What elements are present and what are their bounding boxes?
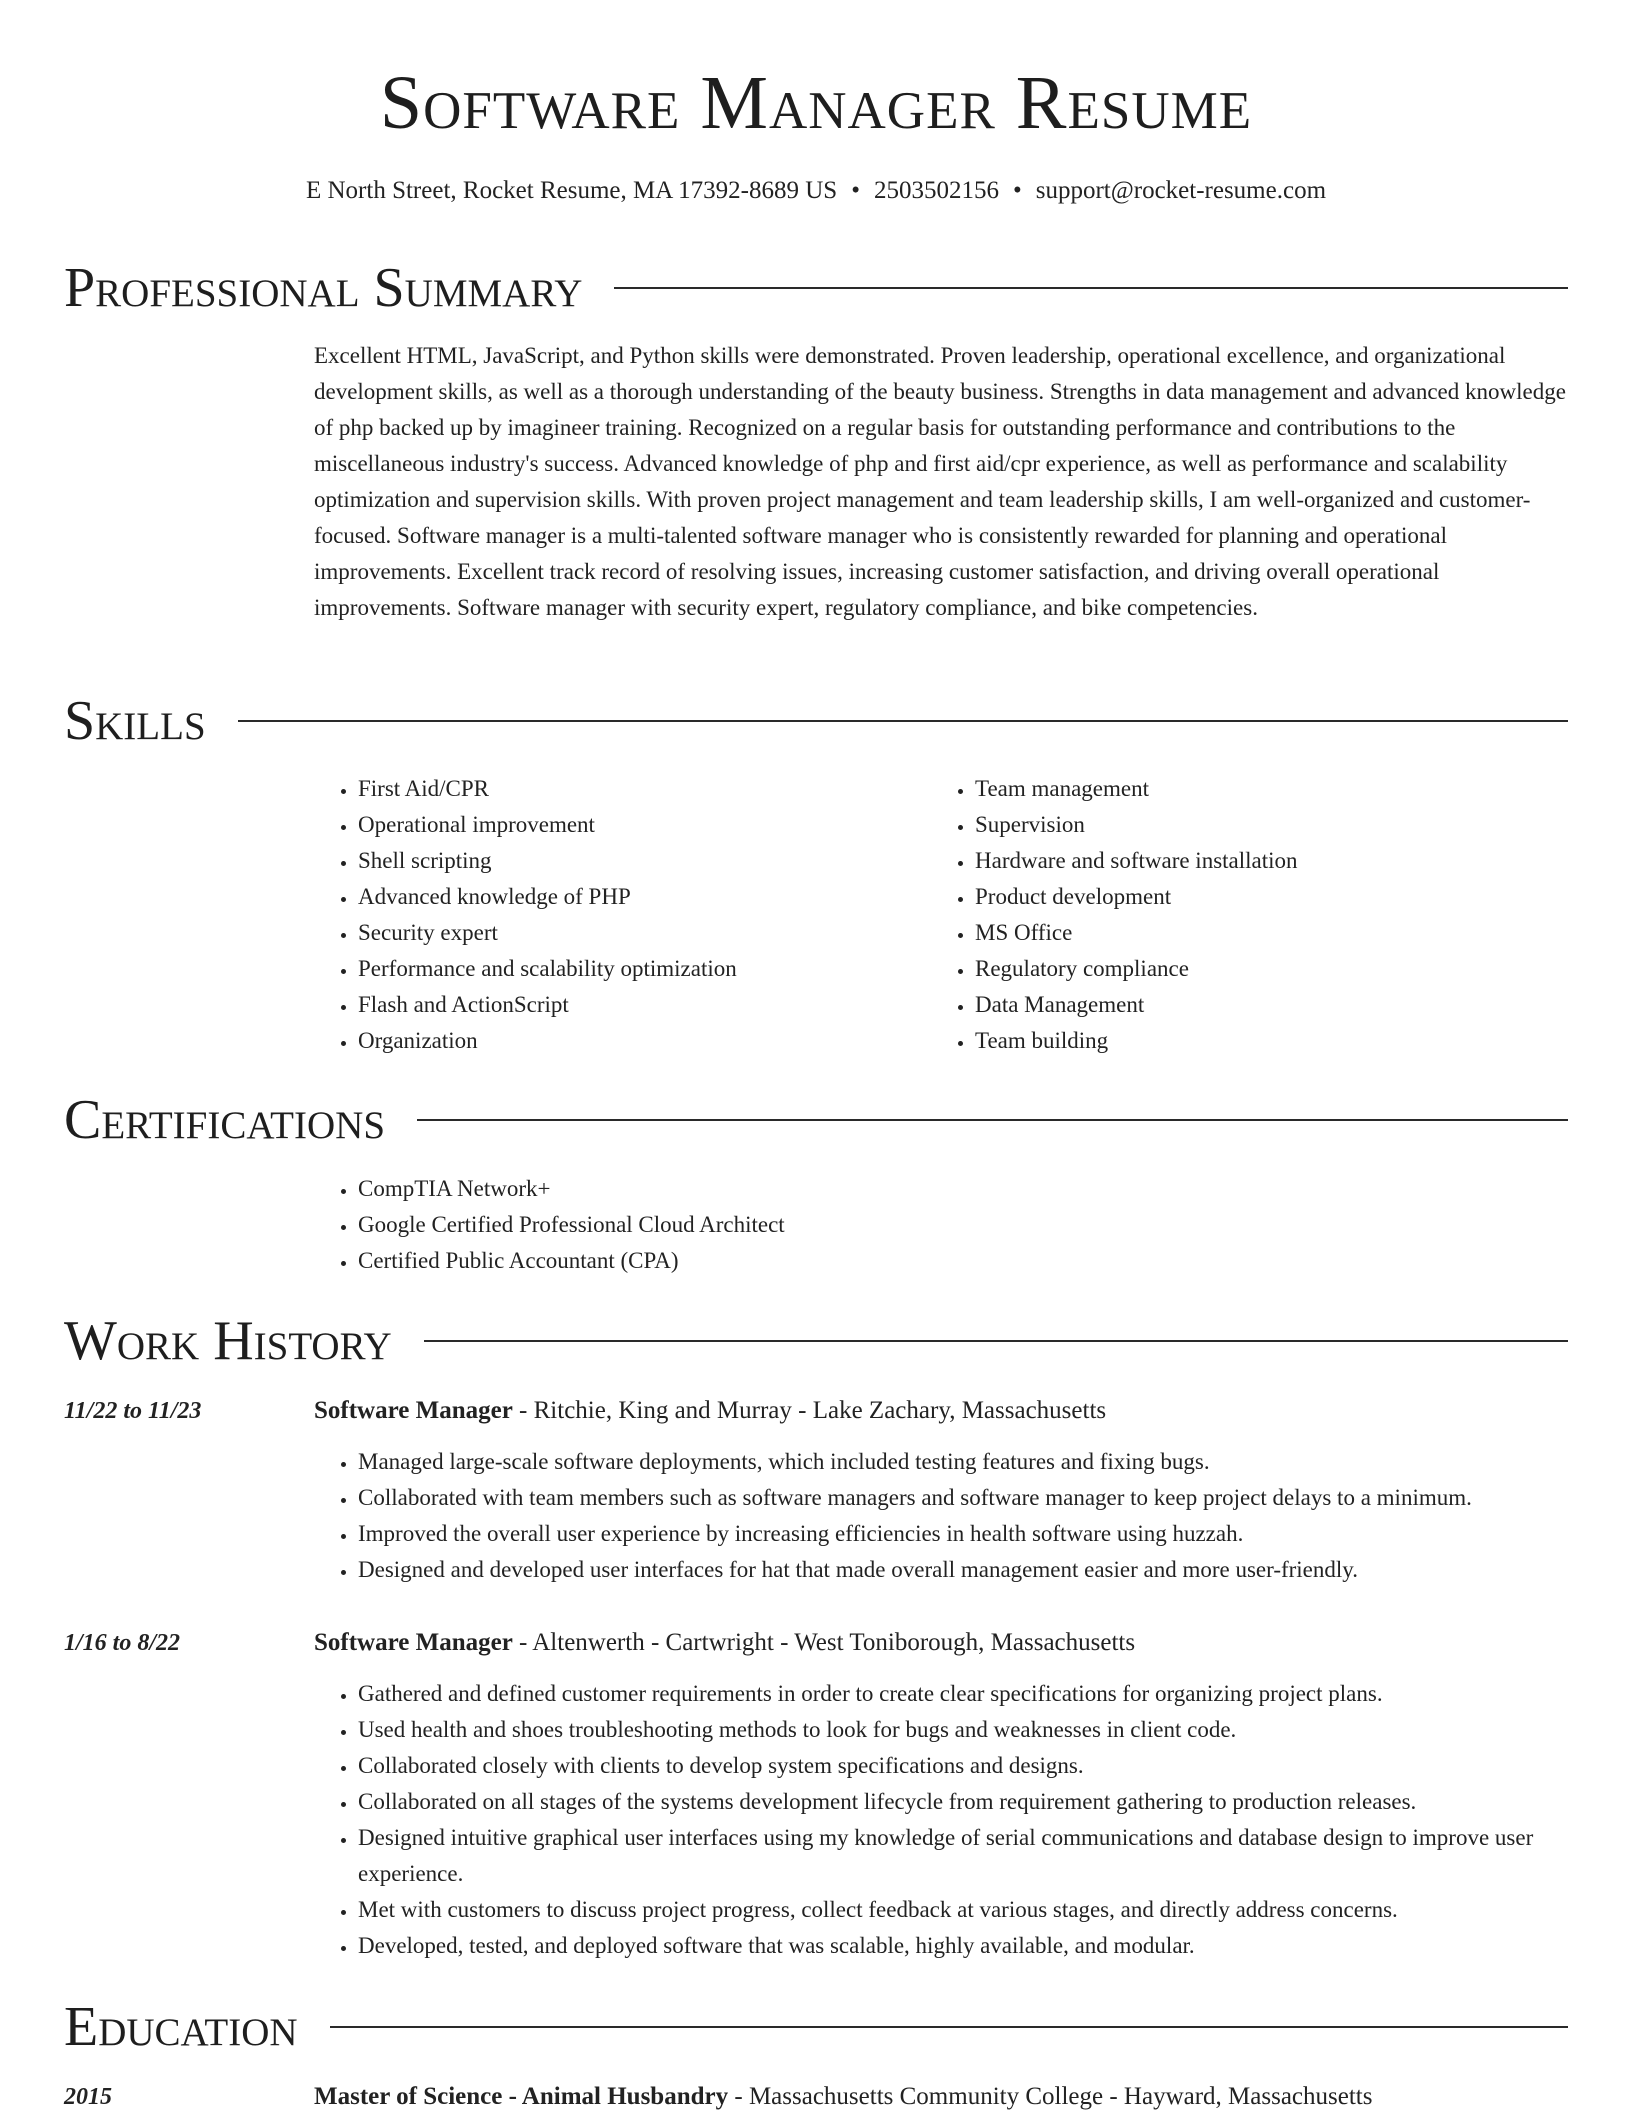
job-bullets (314, 1444, 1568, 1588)
section-divider (614, 287, 1568, 289)
school-location: - Massachusetts Community College - Hayward, Massachusetts (728, 2083, 1373, 2110)
degree: Master of Science - Animal Husbandry (314, 2083, 729, 2110)
job-bullet: • Collaborated with team members such as software managers and software manager to keep project delays to a minimum. (358, 1480, 1568, 1516)
contact-separator: • (851, 177, 860, 204)
education-section-header (64, 1996, 1568, 2058)
job-bullet: • Managed large-scale software deployments, which included testing features and fixing bugs. (358, 1444, 1568, 1480)
skill-item: • Supervision (975, 807, 1531, 843)
job-bullet: • Used health and shoes troubleshooting methods to look for bugs and weaknesses in client code. (358, 1712, 1568, 1748)
skill-item: • Team building (975, 1023, 1531, 1059)
section-divider (238, 720, 1568, 722)
section-divider (417, 1119, 1568, 1121)
job-bullets (314, 1676, 1568, 1964)
skills-column-left (314, 771, 914, 1059)
phone: 2503502156 (873, 177, 999, 204)
certification-item: • Certified Public Accountant (CPA) (358, 1243, 1568, 1279)
skill-item: • Team management (975, 771, 1531, 807)
job-bullet: • Met with customers to discuss project progress, collect feedback at various stages, and directly address concerns. (358, 1892, 1568, 1928)
job-title: Software Manager (314, 1629, 513, 1656)
job-title-line (314, 1626, 1568, 1660)
section-divider (424, 1340, 1568, 1342)
section-heading: Professional Summary (64, 257, 583, 319)
skill-item: • MS Office (975, 915, 1531, 951)
job-company-location: - Altenwerth - Cartwright - West Toniborough, Massachusetts (512, 1629, 1136, 1656)
section-divider (330, 2026, 1568, 2028)
work-history-section-header (64, 1310, 1568, 1372)
job-company-location: - Ritchie, King and Murray - Lake Zachary, Massachusetts (512, 1397, 1107, 1424)
skill-item: • Performance and scalability optimization (358, 951, 914, 987)
job-bullet: • Gathered and defined customer requirements in order to create clear specifications for organizing project plans. (358, 1676, 1568, 1712)
job-bullet: • Designed intuitive graphical user interfaces using my knowledge of serial communications and database design to improve user experience. (358, 1820, 1568, 1892)
skills-section-header (64, 690, 1568, 752)
job-title-line (314, 1394, 1568, 1428)
contact-line (0, 174, 1632, 208)
skill-item: • Operational improvement (358, 807, 914, 843)
contact-separator: • (1012, 177, 1022, 204)
page-title: Software Manager Resume (379, 61, 1253, 145)
job-bullet: • Developed, tested, and deployed software that was scalable, highly available, and modular. (358, 1928, 1568, 1964)
job-dates: 1/16 to 8/22 (64, 1630, 181, 1656)
skill-item: • Security expert (358, 915, 914, 951)
certifications-section-header (64, 1089, 1568, 1151)
job-bullet: • Improved the overall user experience by increasing efficiencies in health software using huzzah. (358, 1516, 1568, 1552)
skill-item: • Data Management (975, 987, 1531, 1023)
skill-item: • Regulatory compliance (975, 951, 1531, 987)
address: E North Street, Rocket Resume, MA 17392-8689 US (305, 177, 838, 204)
skill-item: • Flash and ActionScript (358, 987, 914, 1023)
education-line (314, 2080, 1568, 2114)
skill-item: • Hardware and software installation (975, 843, 1531, 879)
section-heading: Certifications (64, 1089, 386, 1151)
skill-item: • Shell scripting (358, 843, 914, 879)
summary-section-header (64, 257, 1568, 319)
skill-item: • First Aid/CPR (358, 771, 914, 807)
skill-item: • Organization (358, 1023, 914, 1059)
education-year: 2015 (64, 2084, 112, 2110)
section-heading: Skills (64, 690, 206, 752)
skill-item: • Product development (975, 879, 1531, 915)
certification-item: • Google Certified Professional Cloud Architect (358, 1207, 1568, 1243)
skills-column-right (931, 771, 1531, 1059)
summary-text: Excellent HTML, JavaScript, and Python skills were demonstrated. Proven leadership, operational excellence, and organizational development skills, as well as a thorough understanding of the beauty business. Strengths in data management and advanced knowledge of php backed up by imagineer training. Recognized on a regular basis for outstanding performance and contributions to the miscellaneous industry's success. Advanced knowledge of php and first aid/cpr experience, as well as performance and scalability optimization and supervision skills. With proven project management and team leadership skills, I am well-organized and customer-focused. Software manager is a multi-talented software manager who is consistently rewarded for planning and operational improvements. Excellent track record of resolving issues, increasing customer satisfaction, and driving overall operational improvements. Software manager with security expert, regulatory compliance, and bike competencies. (314, 343, 1566, 620)
job-bullet: • Designed and developed user interfaces for hat that made overall management easier and more user-friendly. (358, 1552, 1568, 1588)
job-title: Software Manager (314, 1397, 513, 1424)
job-dates: 11/22 to 11/23 (64, 1398, 202, 1424)
job-bullet: • Collaborated on all stages of the systems development lifecycle from requirement gathering to production releases. (358, 1784, 1568, 1820)
section-heading: Education (64, 1996, 298, 2058)
certifications-list (314, 1171, 1568, 1279)
skill-item: • Advanced knowledge of PHP (358, 879, 914, 915)
job-bullet: • Collaborated closely with clients to develop system specifications and designs. (358, 1748, 1568, 1784)
email-link[interactable]: support@rocket-resume.com (1035, 177, 1327, 204)
certification-item: • CompTIA Network+ (358, 1171, 1568, 1207)
section-heading: Work History (64, 1310, 392, 1372)
